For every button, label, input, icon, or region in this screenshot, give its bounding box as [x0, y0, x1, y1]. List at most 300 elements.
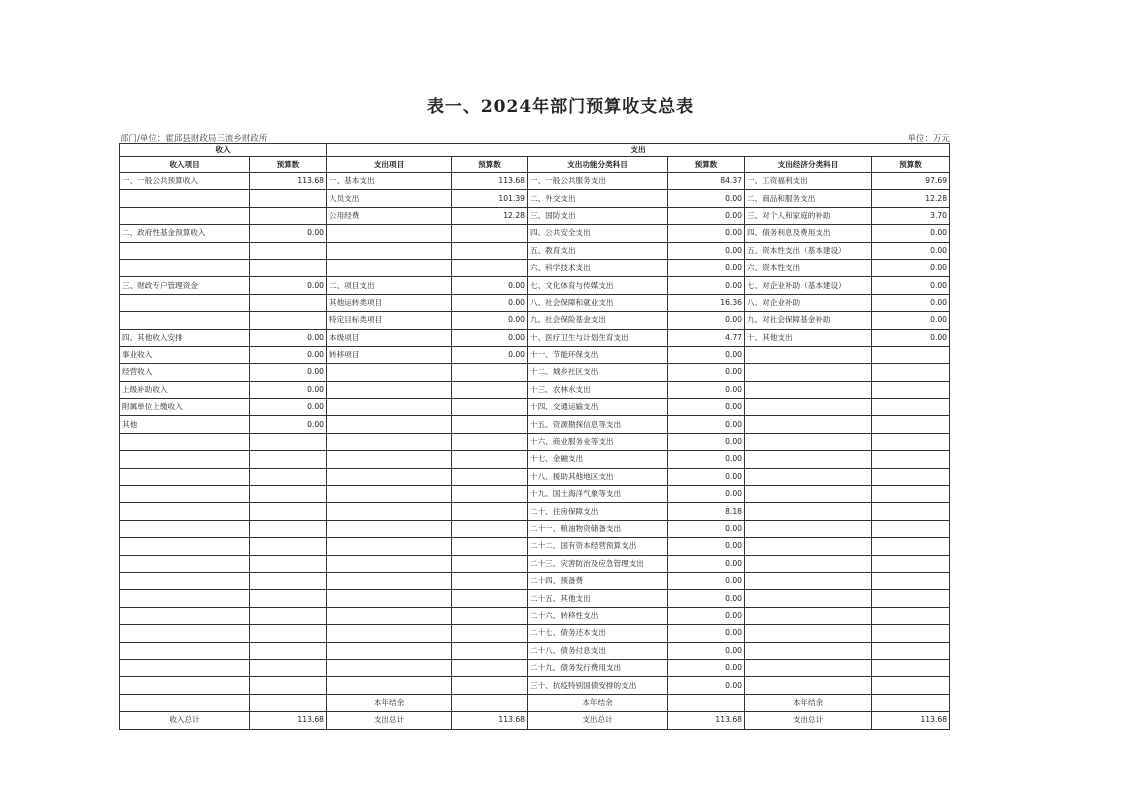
expense-item-cell [327, 364, 452, 381]
economic-item-cell: 本年结余 [745, 694, 872, 711]
expense-budget-cell: 12.28 [452, 207, 528, 224]
functional-budget-cell: 0.00 [668, 190, 745, 207]
income-budget-cell [250, 642, 327, 659]
functional-item-cell: 十二、城乡社区支出 [528, 364, 668, 381]
economic-item-cell [745, 659, 872, 676]
expense-budget-cell [452, 433, 528, 450]
income-budget-cell [250, 486, 327, 503]
functional-item-cell: 二十七、债务还本支出 [528, 625, 668, 642]
functional-item-header: 支出功能分类科目 [528, 157, 668, 173]
income-item-cell: 其他 [120, 416, 250, 433]
economic-budget-cell [872, 694, 950, 711]
income-item-cell [120, 451, 250, 468]
income-budget-cell [250, 468, 327, 485]
income-budget-cell [250, 259, 327, 276]
table-row [120, 225, 950, 242]
functional-budget-cell: 0.00 [668, 399, 745, 416]
economic-item-cell [745, 555, 872, 572]
economic-budget-cell: 0.00 [872, 225, 950, 242]
functional-item-cell: 支出总计 [528, 712, 668, 729]
expense-item-cell [327, 225, 452, 242]
economic-item-cell [745, 503, 872, 520]
table-row [120, 694, 950, 711]
expense-item-cell: 本级项目 [327, 329, 452, 346]
economic-budget-cell [872, 381, 950, 398]
table-row [120, 712, 950, 729]
functional-item-cell: 八、社会保障和就业支出 [528, 294, 668, 311]
functional-item-cell: 十九、国土海洋气象等支出 [528, 486, 668, 503]
income-item-cell [120, 503, 250, 520]
income-budget-cell: 0.00 [250, 399, 327, 416]
income-item-cell [120, 538, 250, 555]
economic-budget-cell [872, 677, 950, 694]
expense-budget-cell [452, 572, 528, 589]
economic-budget-cell: 0.00 [872, 277, 950, 294]
functional-item-cell: 二十五、其他支出 [528, 590, 668, 607]
expense-item-cell [327, 520, 452, 537]
expense-budget-cell: 113.68 [452, 173, 528, 190]
economic-item-cell: 六、资本性支出 [745, 259, 872, 276]
functional-item-cell: 二十、住房保障支出 [528, 503, 668, 520]
functional-budget-cell: 0.00 [668, 520, 745, 537]
expense-budget-cell [452, 607, 528, 624]
economic-budget-cell [872, 346, 950, 363]
economic-budget-cell [872, 433, 950, 450]
income-item-cell [120, 312, 250, 329]
expense-budget-cell [452, 642, 528, 659]
income-item-cell [120, 433, 250, 450]
income-item-cell: 一、一般公共预算收入 [120, 173, 250, 190]
economic-item-header: 支出经济分类科目 [745, 157, 872, 173]
functional-item-cell: 十三、农林水支出 [528, 381, 668, 398]
expense-item-cell [327, 416, 452, 433]
table-row [120, 294, 950, 311]
economic-budget-cell: 0.00 [872, 242, 950, 259]
functional-budget-cell: 0.00 [668, 625, 745, 642]
income-item-cell: 经营收入 [120, 364, 250, 381]
income-budget-cell [250, 312, 327, 329]
functional-budget-cell: 0.00 [668, 312, 745, 329]
economic-budget-cell: 0.00 [872, 259, 950, 276]
table-row [120, 399, 950, 416]
table-row [120, 503, 950, 520]
group-header-row [120, 144, 950, 157]
functional-budget-cell: 0.00 [668, 225, 745, 242]
income-budget-cell: 0.00 [250, 381, 327, 398]
income-item-cell: 四、其他收入安排 [120, 329, 250, 346]
expense-item-cell [327, 468, 452, 485]
functional-item-cell: 一、一般公共服务支出 [528, 173, 668, 190]
economic-item-cell: 十、其他支出 [745, 329, 872, 346]
table-row [120, 381, 950, 398]
functional-item-cell: 二十二、国有资本经营预算支出 [528, 538, 668, 555]
income-item-cell [120, 642, 250, 659]
functional-budget-cell: 8.18 [668, 503, 745, 520]
functional-budget-cell: 0.00 [668, 381, 745, 398]
income-budget-cell: 0.00 [250, 329, 327, 346]
table-row [120, 207, 950, 224]
income-item-cell: 收入总计 [120, 712, 250, 729]
income-item-cell: 三、财政专户管理资金 [120, 277, 250, 294]
expense-budget-cell: 0.00 [452, 329, 528, 346]
table-row [120, 242, 950, 259]
economic-budget-cell [872, 364, 950, 381]
expense-budget-cell: 0.00 [452, 346, 528, 363]
economic-budget-cell [872, 625, 950, 642]
functional-item-cell: 二十三、灾害防治及应急管理支出 [528, 555, 668, 572]
expense-budget-cell: 113.68 [452, 712, 528, 729]
functional-item-cell: 二十一、粮油物资储备支出 [528, 520, 668, 537]
economic-budget-cell [872, 399, 950, 416]
table-row [120, 659, 950, 676]
economic-budget-cell [872, 642, 950, 659]
expense-item-cell: 二、项目支出 [327, 277, 452, 294]
functional-budget-cell: 0.00 [668, 572, 745, 589]
page-title: 表一、2024年部门预算收支总表 [426, 97, 695, 117]
expense-budget-cell [452, 242, 528, 259]
income-item-cell [120, 625, 250, 642]
functional-budget-cell: 0.00 [668, 277, 745, 294]
functional-item-cell: 十五、资源勘探信息等支出 [528, 416, 668, 433]
functional-budget-cell: 0.00 [668, 677, 745, 694]
expense-item-cell [327, 642, 452, 659]
income-item-cell: 二、政府性基金预算收入 [120, 225, 250, 242]
income-budget-cell [250, 590, 327, 607]
table-row [120, 607, 950, 624]
expense-budget-cell [452, 451, 528, 468]
economic-item-cell [745, 364, 872, 381]
expense-item-cell [327, 503, 452, 520]
table-row [120, 190, 950, 207]
expense-item-cell [327, 433, 452, 450]
economic-item-cell [745, 590, 872, 607]
expense-budget-cell [452, 625, 528, 642]
income-budget-cell [250, 294, 327, 311]
expense-item-cell [327, 590, 452, 607]
income-budget-cell [250, 451, 327, 468]
income-item-cell [120, 190, 250, 207]
expense-item-cell: 支出总计 [327, 712, 452, 729]
table-row [120, 625, 950, 642]
expense-budget-cell [452, 416, 528, 433]
expense-item-cell: 本年结余 [327, 694, 452, 711]
table-row [120, 451, 950, 468]
income-item-header: 收入项目 [120, 157, 250, 173]
income-item-cell [120, 259, 250, 276]
income-budget-cell [250, 520, 327, 537]
income-item-cell [120, 607, 250, 624]
economic-item-cell: 一、工资福利支出 [745, 173, 872, 190]
economic-item-cell [745, 468, 872, 485]
functional-item-cell: 十一、节能环保支出 [528, 346, 668, 363]
functional-budget-cell: 0.00 [668, 642, 745, 659]
table-row [120, 277, 950, 294]
expense-budget-cell [452, 659, 528, 676]
functional-item-cell: 二十六、转移性支出 [528, 607, 668, 624]
economic-budget-cell: 12.28 [872, 190, 950, 207]
functional-item-cell: 三、国防支出 [528, 207, 668, 224]
income-budget-cell [250, 433, 327, 450]
functional-item-cell: 十八、援助其他地区支出 [528, 468, 668, 485]
economic-budget-cell: 113.68 [872, 712, 950, 729]
functional-budget-cell: 0.00 [668, 242, 745, 259]
economic-budget-cell [872, 486, 950, 503]
expense-item-cell [327, 625, 452, 642]
income-budget-cell [250, 190, 327, 207]
department-label: 部门/单位：霍邱县财政局三流乡财政所 [120, 134, 268, 144]
expense-budget-cell [452, 468, 528, 485]
table-row [120, 555, 950, 572]
expense-budget-cell: 0.00 [452, 277, 528, 294]
income-item-cell [120, 520, 250, 537]
functional-budget-cell: 0.00 [668, 451, 745, 468]
income-item-cell: 附属单位上缴收入 [120, 399, 250, 416]
functional-budget-cell: 0.00 [668, 207, 745, 224]
expense-item-cell: 转移项目 [327, 346, 452, 363]
expense-budget-cell [452, 381, 528, 398]
income-budget-cell [250, 503, 327, 520]
income-budget-cell: 0.00 [250, 346, 327, 363]
expense-item-cell [327, 572, 452, 589]
economic-budget-cell: 3.70 [872, 207, 950, 224]
income-item-cell [120, 590, 250, 607]
expense-item-cell: 一、基本支出 [327, 173, 452, 190]
functional-item-cell: 十六、商业服务业等支出 [528, 433, 668, 450]
economic-item-cell [745, 433, 872, 450]
expense-item-cell [327, 607, 452, 624]
income-item-cell [120, 659, 250, 676]
economic-budget-cell [872, 590, 950, 607]
income-item-cell [120, 694, 250, 711]
table-row [120, 538, 950, 555]
economic-budget-cell: 0.00 [872, 294, 950, 311]
expense-group-header: 支出 [327, 144, 950, 157]
income-item-cell: 上级补助收入 [120, 381, 250, 398]
economic-budget-cell [872, 503, 950, 520]
income-item-cell [120, 486, 250, 503]
expense-budget-cell: 101.39 [452, 190, 528, 207]
functional-item-cell: 十四、交通运输支出 [528, 399, 668, 416]
economic-item-cell [745, 520, 872, 537]
expense-item-cell [327, 677, 452, 694]
expense-budget-cell [452, 520, 528, 537]
expense-item-cell [327, 538, 452, 555]
table-row [120, 590, 950, 607]
income-item-cell [120, 572, 250, 589]
income-budget-header: 预算数 [250, 157, 327, 173]
economic-budget-cell [872, 416, 950, 433]
income-budget-cell [250, 659, 327, 676]
functional-item-cell: 九、社会保险基金支出 [528, 312, 668, 329]
functional-item-cell: 四、公共安全支出 [528, 225, 668, 242]
table-row [120, 346, 950, 363]
expense-item-cell [327, 259, 452, 276]
economic-item-cell: 三、对个人和家庭的补助 [745, 207, 872, 224]
economic-item-cell: 二、商品和服务支出 [745, 190, 872, 207]
income-budget-cell [250, 538, 327, 555]
economic-budget-cell [872, 468, 950, 485]
economic-item-cell [745, 538, 872, 555]
income-item-cell [120, 468, 250, 485]
expense-budget-cell [452, 590, 528, 607]
income-budget-cell: 0.00 [250, 225, 327, 242]
budget-summary-table [119, 143, 950, 730]
economic-budget-cell [872, 659, 950, 676]
economic-budget-cell [872, 451, 950, 468]
economic-budget-cell [872, 607, 950, 624]
economic-item-cell [745, 416, 872, 433]
functional-item-cell: 七、文化体育与传媒支出 [528, 277, 668, 294]
economic-item-cell: 四、债务利息及费用支出 [745, 225, 872, 242]
income-budget-cell [250, 555, 327, 572]
functional-budget-cell: 113.68 [668, 712, 745, 729]
expense-item-cell [327, 399, 452, 416]
functional-item-cell: 二十四、预备费 [528, 572, 668, 589]
economic-budget-cell [872, 520, 950, 537]
economic-item-cell: 八、对企业补助 [745, 294, 872, 311]
expense-item-cell [327, 486, 452, 503]
economic-item-cell [745, 607, 872, 624]
economic-item-cell [745, 451, 872, 468]
economic-item-cell [745, 642, 872, 659]
table-row [120, 416, 950, 433]
functional-budget-cell: 16.36 [668, 294, 745, 311]
economic-budget-header: 预算数 [872, 157, 950, 173]
expense-budget-cell: 0.00 [452, 312, 528, 329]
table-row [120, 468, 950, 485]
table-row [120, 486, 950, 503]
expense-budget-cell [452, 259, 528, 276]
expense-budget-cell [452, 399, 528, 416]
functional-budget-cell: 0.00 [668, 433, 745, 450]
table-row [120, 312, 950, 329]
expense-item-cell [327, 381, 452, 398]
expense-budget-cell [452, 677, 528, 694]
functional-budget-cell: 0.00 [668, 468, 745, 485]
income-group-header: 收入 [120, 144, 327, 157]
income-item-cell [120, 555, 250, 572]
functional-item-cell: 五、教育支出 [528, 242, 668, 259]
table-row [120, 677, 950, 694]
functional-item-cell: 三十、抗疫特别国债安排的支出 [528, 677, 668, 694]
functional-budget-cell: 0.00 [668, 555, 745, 572]
economic-budget-cell [872, 572, 950, 589]
income-item-cell [120, 207, 250, 224]
functional-budget-cell: 0.00 [668, 607, 745, 624]
functional-budget-header: 预算数 [668, 157, 745, 173]
expense-budget-cell [452, 538, 528, 555]
income-budget-cell [250, 242, 327, 259]
income-budget-cell [250, 677, 327, 694]
table-row [120, 329, 950, 346]
economic-item-cell: 九、对社会保障基金补助 [745, 312, 872, 329]
functional-budget-cell: 0.00 [668, 416, 745, 433]
expense-item-cell [327, 659, 452, 676]
income-budget-cell: 113.68 [250, 712, 327, 729]
income-budget-cell [250, 625, 327, 642]
table-row [120, 173, 950, 190]
income-budget-cell [250, 607, 327, 624]
economic-item-cell [745, 625, 872, 642]
functional-item-cell: 本年结余 [528, 694, 668, 711]
income-item-cell [120, 294, 250, 311]
economic-item-cell [745, 677, 872, 694]
income-budget-cell: 113.68 [250, 173, 327, 190]
functional-item-cell: 二、外交支出 [528, 190, 668, 207]
income-item-cell [120, 677, 250, 694]
functional-budget-cell: 0.00 [668, 659, 745, 676]
functional-budget-cell: 4.77 [668, 329, 745, 346]
table-row [120, 364, 950, 381]
functional-budget-cell: 0.00 [668, 259, 745, 276]
economic-item-cell [745, 346, 872, 363]
income-budget-cell: 0.00 [250, 277, 327, 294]
income-budget-cell [250, 694, 327, 711]
economic-budget-cell: 0.00 [872, 312, 950, 329]
expense-budget-cell [452, 364, 528, 381]
expense-budget-header: 预算数 [452, 157, 528, 173]
income-budget-cell: 0.00 [250, 364, 327, 381]
table-row [120, 259, 950, 276]
expense-item-cell: 公用经费 [327, 207, 452, 224]
expense-item-cell: 特定目标类项目 [327, 312, 452, 329]
economic-budget-cell: 0.00 [872, 329, 950, 346]
economic-item-cell: 五、资本性支出（基本建设） [745, 242, 872, 259]
expense-item-cell [327, 451, 452, 468]
table-row [120, 433, 950, 450]
expense-item-cell: 人员支出 [327, 190, 452, 207]
economic-item-cell [745, 399, 872, 416]
functional-budget-cell: 84.37 [668, 173, 745, 190]
functional-item-cell: 二十八、债务付息支出 [528, 642, 668, 659]
functional-budget-cell: 0.00 [668, 538, 745, 555]
unit-label: 单位：万元 [907, 134, 950, 144]
income-budget-cell [250, 572, 327, 589]
table-row [120, 572, 950, 589]
expense-budget-cell [452, 694, 528, 711]
table-row [120, 520, 950, 537]
economic-budget-cell [872, 538, 950, 555]
functional-item-cell: 六、科学技术支出 [528, 259, 668, 276]
income-item-cell [120, 242, 250, 259]
economic-item-cell: 七、对企业补助（基本建设） [745, 277, 872, 294]
expense-item-cell: 其他运转类项目 [327, 294, 452, 311]
expense-item-cell [327, 555, 452, 572]
expense-budget-cell [452, 225, 528, 242]
expense-budget-cell [452, 555, 528, 572]
expense-budget-cell: 0.00 [452, 294, 528, 311]
functional-budget-cell: 0.00 [668, 364, 745, 381]
functional-item-cell: 二十九、债务发行费用支出 [528, 659, 668, 676]
functional-budget-cell [668, 694, 745, 711]
table-row [120, 642, 950, 659]
column-header-row [120, 157, 950, 173]
functional-item-cell: 十七、金融支出 [528, 451, 668, 468]
income-budget-cell: 0.00 [250, 416, 327, 433]
economic-item-cell [745, 572, 872, 589]
functional-item-cell: 十、医疗卫生与计划生育支出 [528, 329, 668, 346]
functional-budget-cell: 0.00 [668, 486, 745, 503]
functional-budget-cell: 0.00 [668, 346, 745, 363]
expense-item-cell [327, 242, 452, 259]
economic-item-cell [745, 486, 872, 503]
economic-budget-cell [872, 555, 950, 572]
economic-item-cell [745, 381, 872, 398]
income-budget-cell [250, 207, 327, 224]
functional-budget-cell: 0.00 [668, 590, 745, 607]
expense-budget-cell [452, 486, 528, 503]
expense-budget-cell [452, 503, 528, 520]
